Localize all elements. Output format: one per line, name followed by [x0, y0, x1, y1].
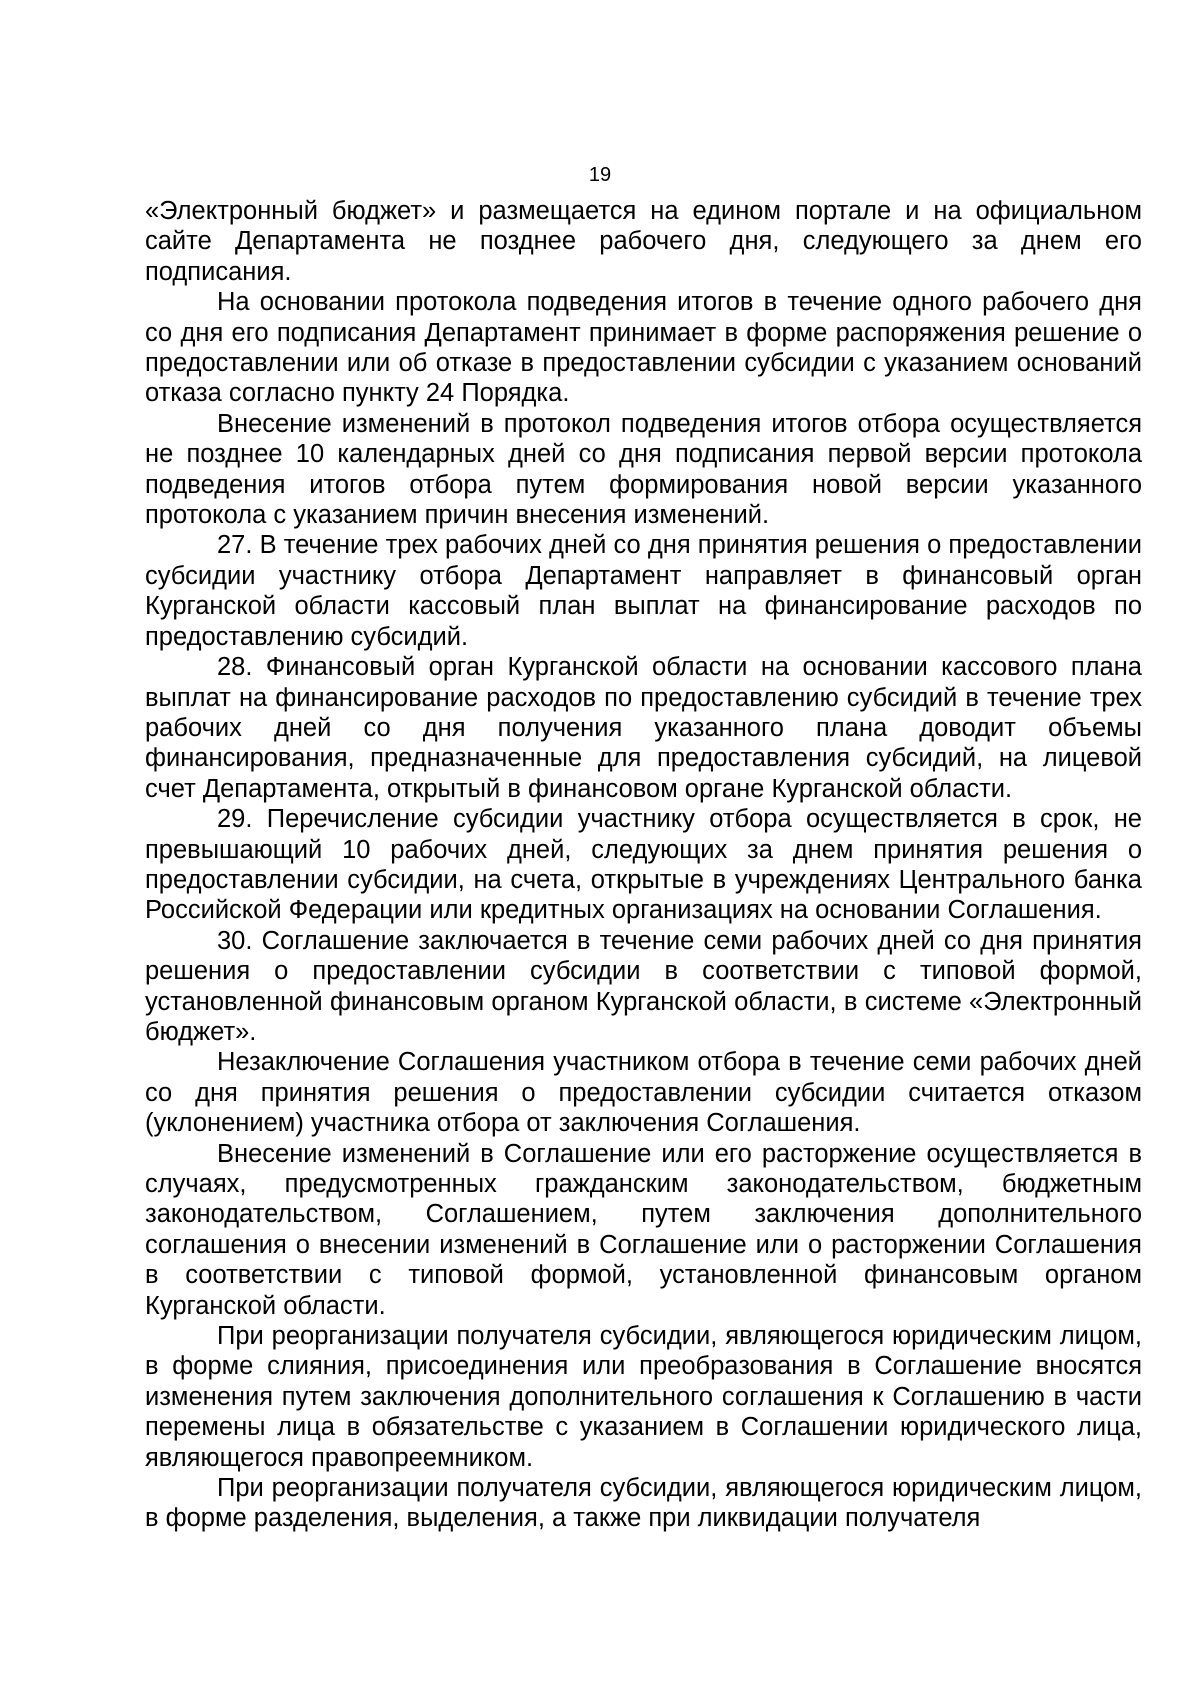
paragraph-item-27: 27. В течение трех рабочих дней со дня принятия решения о предоставлении субсидии участнику отбора Департамент направляет в финансовый орган Курганской области кассовый план выплат на финансирование расходов по предоставлению субсидий.	[145, 531, 1142, 651]
paragraph-item-29: 29. Перечисление субсидии участнику отбора осуществляется в срок, не превышающий 10 рабочих дней, следующих за днем принятия решения о предоставлении субсидии, на счета, открытые в учреждениях Центрального банка Российской Федерации или кредитных организациях на основании Соглашения.	[145, 805, 1142, 925]
paragraph-agreement-amendment: Внесение изменений в Соглашение или его расторжение осуществляется в случаях, предусмотренных гражданским законодательством, бюджетным законодательством, Соглашением, путем заключения дополнительного соглашения о внесении изменений в Соглашение или о расторжении Соглашения в соответствии с типовой формой, установленной финансовым органом Курганской области.	[145, 1139, 1142, 1320]
paragraph-decision-on-subsidy: На основании протокола подведения итогов в течение одного рабочего дня со дня его подписания Департамент принимает в форме распоряжения решение о предоставлении или об отказе в предоставлении субсидии с указанием оснований отказа согласно пункту 24 Порядка.	[145, 288, 1142, 408]
paragraph-item-30: 30. Соглашение заключается в течение семи рабочих дней со дня принятия решения о предоставлении субсидии в соответствии с типовой формой, установленной финансовым органом Курганской области, в системе «Электронный бюджет».	[145, 926, 1142, 1046]
document-body	[145, 196, 1142, 1534]
page-number: 19	[588, 164, 612, 186]
paragraph-continuation: «Электронный бюджет» и размещается на едином портале и на официальном сайте Департамента не позднее рабочего дня, следующего за днем его подписания.	[145, 197, 1142, 286]
paragraph-protocol-changes: Внесение изменений в протокол подведения итогов отбора осуществляется не позднее 10 календарных дней со дня подписания первой версии протокола подведения итогов отбора путем формирования новой версии указанного протокола с указанием причин внесения изменений.	[145, 409, 1142, 530]
paragraph-reorganization-merger: При реорганизации получателя субсидии, являющегося юридическим лицом, в форме слияния, присоединения или преобразования в Соглашение вносятся изменения путем заключения дополнительного соглашения к Соглашению в части перемены лица в обязательстве с указанием в Соглашении юридического лица, являющегося правопреемником.	[145, 1322, 1142, 1472]
paragraph-non-conclusion: Незаключение Соглашения участником отбора в течение семи рабочих дней со дня принятия решения о предоставлении субсидии считается отказом (уклонением) участника отбора от заключения Соглашения.	[145, 1048, 1142, 1138]
paragraph-item-28: 28. Финансовый орган Курганской области на основании кассового плана выплат на финансирование расходов по предоставлению субсидий в течение трех рабочих дней со дня получения указанного плана доводит объемы финансирования, предназначенные для предоставления субсидий, на лицевой счет Департамента, открытый в финансовом органе Курганской области.	[145, 653, 1142, 803]
paragraph-reorganization-division: При реорганизации получателя субсидии, являющегося юридическим лицом, в форме разделения, выделения, а также при ликвидации получателя	[145, 1474, 1142, 1533]
